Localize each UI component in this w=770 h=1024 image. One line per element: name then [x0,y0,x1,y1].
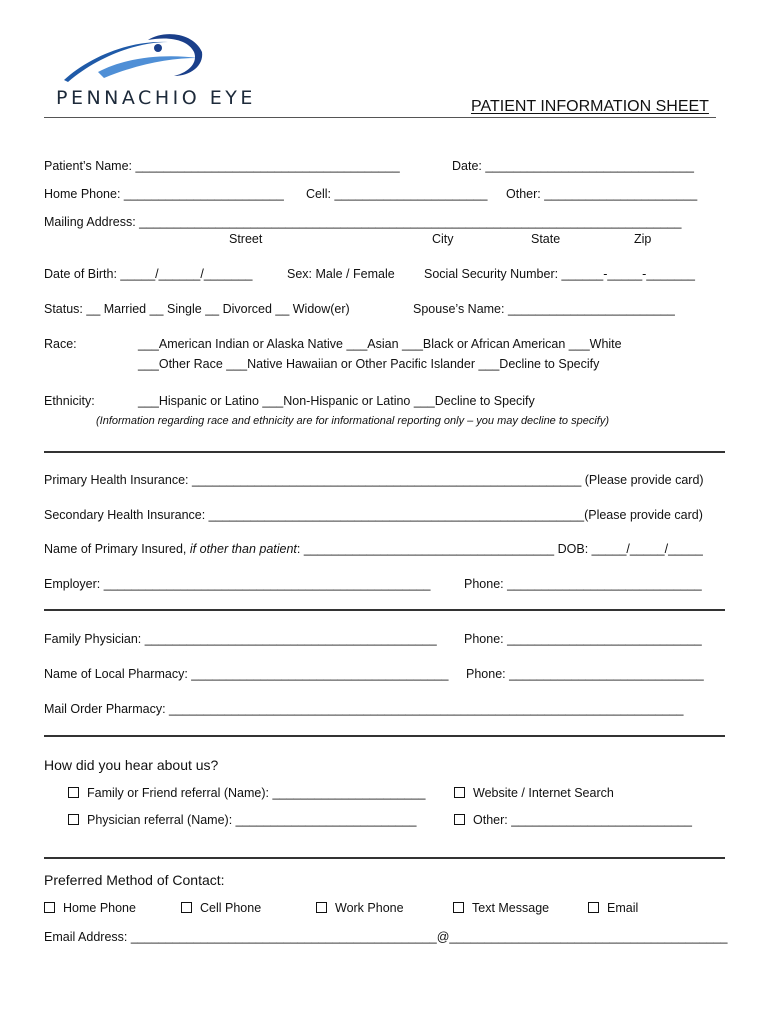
contact-text-checkbox[interactable] [453,902,464,913]
ssn-field[interactable]: Social Security Number: ______-_____-_______ [424,267,696,281]
local-pharmacy-phone-field[interactable]: Phone: ____________________________ [466,667,704,681]
date-field[interactable]: Date: ______________________________ [452,159,694,173]
contact-email-checkbox[interactable] [588,902,599,913]
referral-other-checkbox[interactable] [454,814,465,825]
race-options-row2[interactable]: ___Other Race ___Native Hawaiian or Other Pacific Islander ___Decline to Specify [138,357,600,371]
section-divider-2 [44,609,725,611]
email-address-field[interactable]: Email Address: ____________________________________________@________________________________________ [44,930,728,944]
sex-field[interactable]: Sex: Male / Female [287,267,395,281]
page-title: PATIENT INFORMATION SHEET [471,98,709,115]
contact-email-label: Email [607,901,639,915]
referral-family-checkbox[interactable] [68,787,79,798]
address-state-label: State [531,232,561,246]
family-physician-phone-field[interactable]: Phone: ____________________________ [464,632,702,646]
address-zip-label: Zip [634,232,652,246]
referral-website-option[interactable] [454,785,614,801]
referral-physician-checkbox[interactable] [68,814,79,825]
referral-family-label: Family or Friend referral (Name): ______________________ [87,786,426,800]
contact-work-checkbox[interactable] [316,902,327,913]
patient-name-field[interactable]: Patient’s Name: ______________________________________ [44,159,400,173]
employer-field[interactable]: Employer: _______________________________________________ [44,577,431,591]
contact-heading: Preferred Method of Contact: [44,872,225,888]
referral-physician-option[interactable] [68,812,416,828]
contact-text-option[interactable] [453,900,549,916]
spouse-name-field[interactable]: Spouse’s Name: ________________________ [413,302,675,316]
family-physician-field[interactable]: Family Physician: __________________________________________ [44,632,437,646]
contact-home-option[interactable] [44,900,136,916]
primary-insured-qualifier: if other than patient [189,542,297,556]
contact-home-label: Home Phone [63,901,136,915]
referral-other-label: Other: __________________________ [473,813,692,827]
contact-work-label: Work Phone [335,901,404,915]
referral-family-option[interactable] [68,785,425,801]
secondary-insurance-field[interactable]: Secondary Health Insurance: ______________________________________________________(Please provide card) [44,508,703,522]
referral-website-checkbox[interactable] [454,787,465,798]
section-divider-3 [44,735,725,737]
dob-field[interactable]: Date of Birth: _____/______/_______ [44,267,253,281]
ethnicity-options[interactable]: ___Hispanic or Latino ___Non-Hispanic or Latino ___Decline to Specify [138,394,535,408]
address-street-label: Street [229,232,263,246]
section-divider-1 [44,451,725,453]
contact-text-label: Text Message [472,901,550,915]
ethnicity-label: Ethnicity: [44,394,95,408]
primary-insured-field[interactable] [44,541,703,557]
header-rule [44,117,716,118]
race-options-row1[interactable]: ___American Indian or Alaska Native ___Asian ___Black or African American ___White [138,337,622,351]
contact-email-option[interactable] [588,900,638,916]
contact-home-checkbox[interactable] [44,902,55,913]
primary-insurance-field[interactable]: Primary Health Insurance: ________________________________________________________ (Please provide card) [44,473,704,487]
referral-physician-label: Physician referral (Name): __________________________ [87,813,417,827]
status-field[interactable]: Status: __ Married __ Single __ Divorced __ Widow(er) [44,302,350,316]
mail-order-pharmacy-field[interactable]: Mail Order Pharmacy: __________________________________________________________________________ [44,702,684,716]
race-label: Race: [44,337,77,351]
section-divider-4 [44,857,725,859]
referral-website-label: Website / Internet Search [473,786,614,800]
contact-work-option[interactable] [316,900,404,916]
referral-heading: How did you hear about us? [44,757,219,773]
primary-insured-label: Name of Primary Insured, [44,542,190,556]
local-pharmacy-field[interactable]: Name of Local Pharmacy: _____________________________________ [44,667,449,681]
referral-other-option[interactable] [454,812,692,828]
contact-cell-label: Cell Phone [200,901,262,915]
contact-cell-option[interactable] [181,900,261,916]
logo-swoosh [58,28,208,90]
address-city-label: City [432,232,454,246]
other-phone-field[interactable]: Other: ______________________ [506,187,698,201]
cell-field[interactable]: Cell: ______________________ [306,187,488,201]
employer-phone-field[interactable]: Phone: ____________________________ [464,577,702,591]
logo-text: PENNACHIO EYE [56,87,256,109]
home-phone-field[interactable]: Home Phone: _______________________ [44,187,284,201]
primary-insured-blanks[interactable]: : ____________________________________ DOB: _____/_____/_____ [296,542,703,556]
mailing-address-field[interactable]: Mailing Address: ______________________________________________________________________________ [44,215,682,229]
ethnicity-note: (Information regarding race and ethnicity are for informational reporting only – you may decline to specify) [96,415,609,427]
contact-cell-checkbox[interactable] [181,902,192,913]
